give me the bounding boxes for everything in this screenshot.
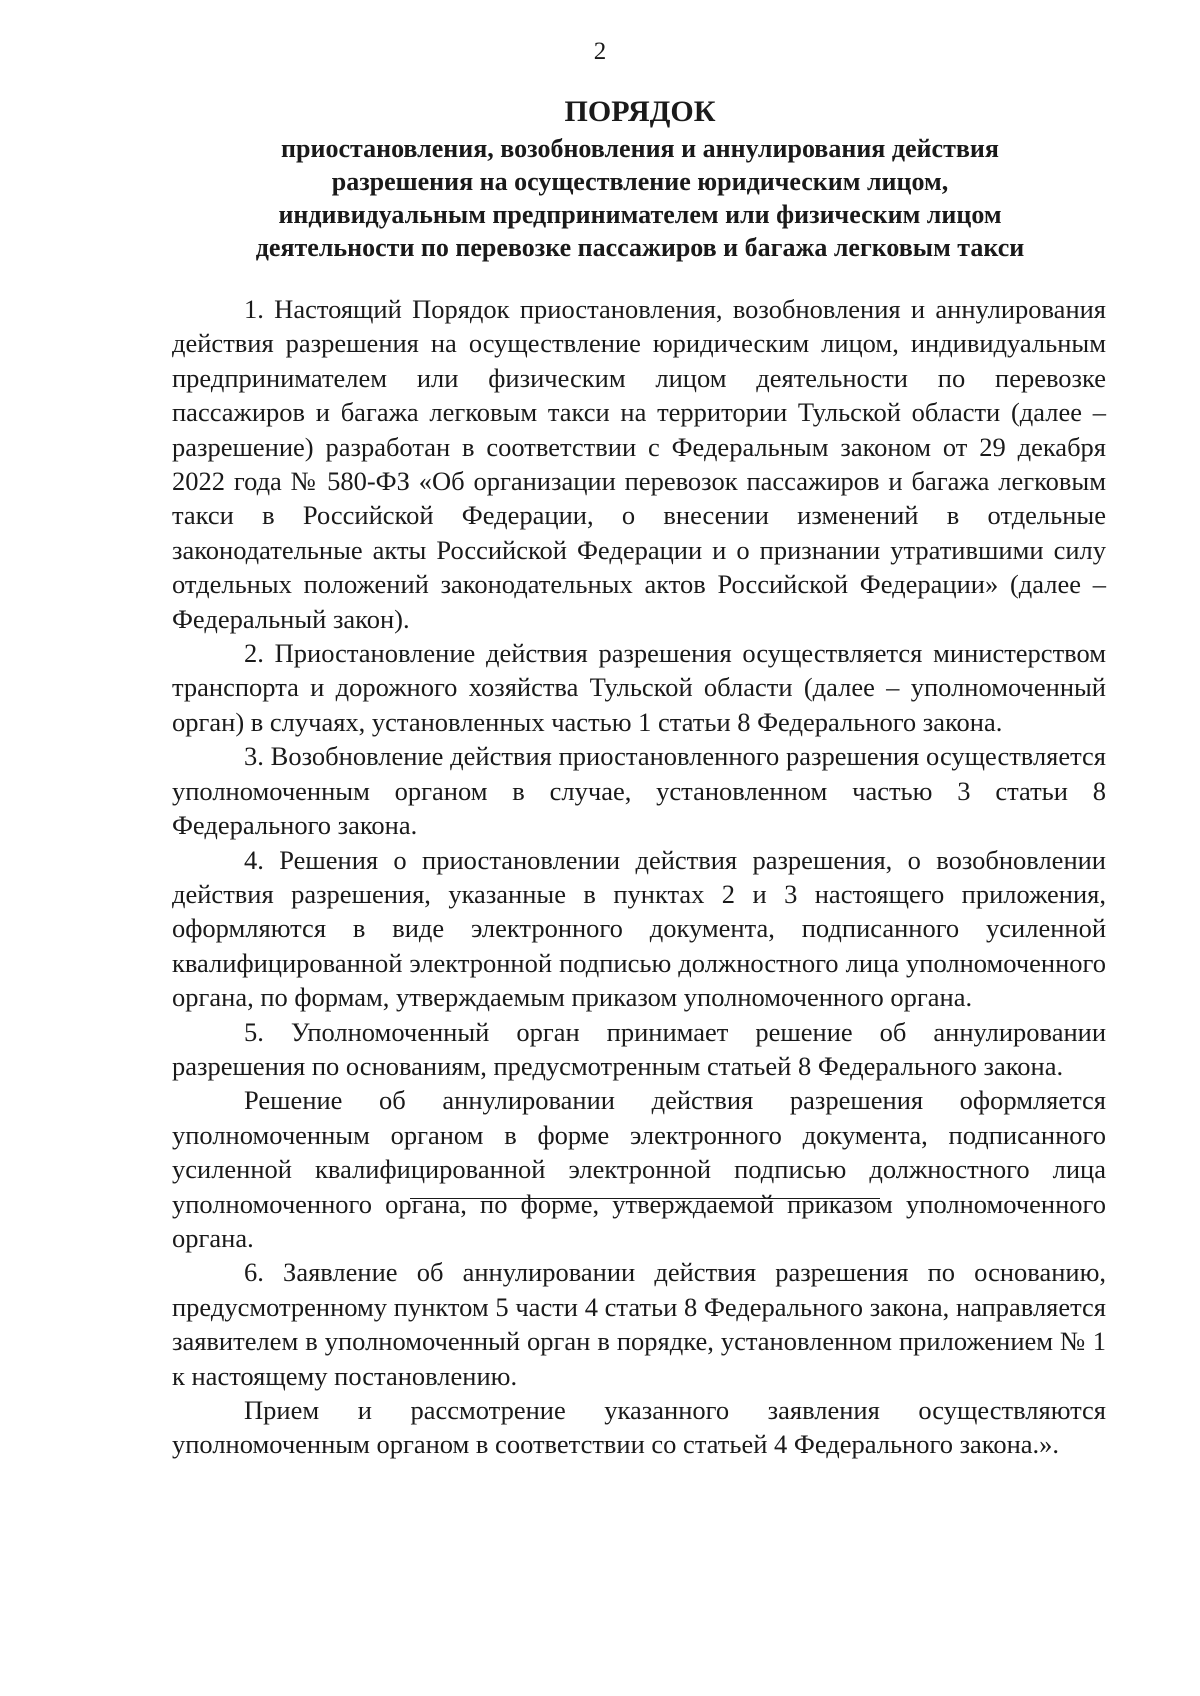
- document-subtitle-line-2: разрешения на осуществление юридическим лицом,: [331, 167, 949, 196]
- document-subtitle-line-1: приостановления, возобновления и аннулирования действия: [281, 134, 999, 163]
- document-body: [172, 292, 1106, 1462]
- paragraph-4: 4. Решения о приостановлении действия разрешения, о возобновлении действия разрешения, указанные в пунктах 2 и 3 настоящего приложения, оформляются в виде электронного документа, подписанного усиленной квалифицированной электронной подписью должностного лица уполномоченного органа, по формам, утверждаемым приказом уполномоченного органа.: [172, 844, 1106, 1013]
- end-separator-line: [410, 1198, 880, 1199]
- paragraph-1: 1. Настоящий Порядок приостановления, возобновления и аннулирования действия разрешения на осуществление юридическим лицом, индивидуальным предпринимателем или физическим лицом деятельности по перевозке пассажиров и багажа легковым такси на территории Тульской области (далее – разрешение) разработан в соответствии с Федеральным законом от 29 декабря 2022 года № 580-ФЗ «Об организации перевозок пассажиров и багажа легковым такси в Российской Федерации, о внесении изменений в отдельные законодательные акты Российской Федерации и о признании утратившими силу отдельных положений законодательных актов Российской Федерации» (далее – Федеральный закон).: [172, 294, 1106, 634]
- page-number: 2: [593, 38, 607, 65]
- paragraph-6-continuation: Прием и рассмотрение указанного заявления осуществляются уполномоченным органом в соответствии со статьей 4 Федерального закона.».: [172, 1395, 1106, 1460]
- document-subtitle-line-4: деятельности по перевозке пассажиров и багажа легковым такси: [255, 233, 1025, 262]
- paragraph-6: 6. Заявление об аннулировании действия разрешения по основанию, предусмотренному пунктом 5 части 4 статьи 8 Федерального закона, направляется заявителем в уполномоченный орган в порядке, установленном приложением № 1 к настоящему постановлению.: [172, 1257, 1106, 1391]
- paragraph-2: 2. Приостановление действия разрешения осуществляется министерством транспорта и дорожного хозяйства Тульской области (далее – уполномоченный орган) в случаях, установленных частью 1 статьи 8 Федерального закона.: [172, 638, 1106, 737]
- paragraph-5: 5. Уполномоченный орган принимает решение об аннулировании разрешения по основаниям, предусмотренным статьей 8 Федерального закона.: [172, 1016, 1106, 1081]
- paragraph-5-continuation: Решение об аннулировании действия разрешения оформляется уполномоченным органом в форме электронного документа, подписанного усиленной квалифицированной электронной подписью должностного лица уполномоченного органа, по форме, утверждаемой приказом уполномоченного органа.: [172, 1085, 1106, 1253]
- document-title: ПОРЯДОК: [564, 95, 716, 128]
- title-block: [170, 92, 1110, 264]
- document-subtitle-line-3: индивидуальным предпринимателем или физическим лицом: [278, 200, 1002, 229]
- paragraph-3: 3. Возобновление действия приостановленного разрешения осуществляется уполномоченным органом в случае, установленном частью 3 статьи 8 Федерального закона.: [172, 741, 1106, 841]
